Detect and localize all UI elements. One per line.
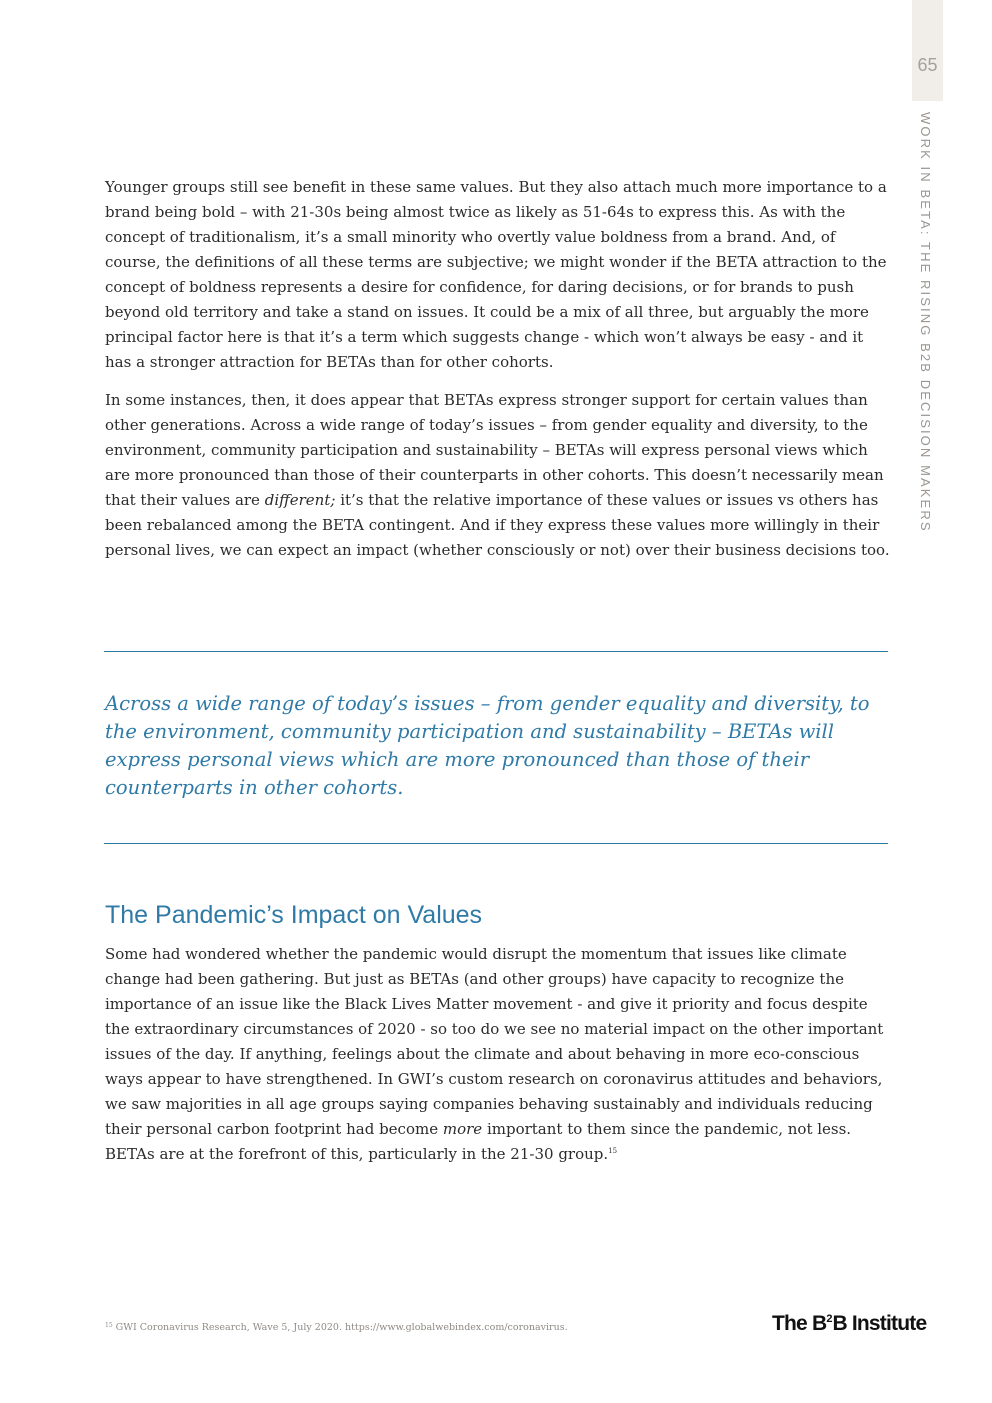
page-number-tab <box>912 0 943 101</box>
page-number: 65 <box>917 55 938 75</box>
pull-quote-bottom-rule <box>104 843 888 844</box>
pull-quote: Across a wide range of today’s issues – from gender equality and diversity, to the environment, community participation and sustainability – BETAs will express personal views which are more pronounced than those of their counterparts in other cohorts. <box>105 692 870 799</box>
section-heading: The Pandemic’s Impact on Values <box>105 901 483 929</box>
paragraph-boldness: Younger groups still see benefit in these same values. But they also attach much more importance to a brand being bold – with 21-30s being almost twice as likely as 51-64s to express this. As with the concept of traditionalism, it’s a small minority who overtly value boldness from a brand. And, of course, the definitions of all these terms are subjective; we might wonder if the BETA attraction to the concept of boldness represents a desire for confidence, for daring decisions, or for brands to push beyond old territory and take a stand on issues. It could be a mix of all three, but arguably the more principal factor here is that it’s a term which suggests change - which won’t always be easy - and it has a stronger attraction for BETAs than for other cohorts. <box>105 178 887 371</box>
pull-quote-top-rule <box>104 651 888 652</box>
paragraph-pandemic-text-2: important to them since the pandemic, not less. BETAs are at the forefront of this, particularly in the 21-30 group. <box>105 1120 852 1163</box>
b2b-institute-logo <box>772 1312 926 1336</box>
paragraph-pandemic-emphasis: more <box>442 1120 483 1138</box>
paragraph-values-text-2: it’s that the relative importance of these values or issues vs others has been rebalanced among the BETA contingent. And if they express these values more willingly in their personal lives, we can expect an impact (whether consciously or not) over their business decisions too. <box>105 491 890 559</box>
paragraph-values <box>105 388 890 563</box>
footnote-reference: 15 <box>608 1147 618 1155</box>
paragraph-pandemic-text-1: Some had wondered whether the pandemic would disrupt the momentum that issues like climate change had been gathering. But just as BETAs (and other groups) have capacity to recognize the importance of an issue like the Black Lives Matter movement - and give it priority and focus despite the extraordinary circumstances of 2020 - so too do we see no material impact on the other important issues of the day. If anything, feelings about the climate and about behaving in more eco-conscious ways appear to have strengthened. In GWI’s custom research on coronavirus attitudes and behaviors, we saw majorities in all age groups saying companies behaving sustainably and individuals reducing their personal carbon footprint had become <box>105 945 884 1138</box>
logo-text-1: The B <box>772 1312 827 1335</box>
paragraph-pandemic <box>105 942 890 1167</box>
logo-text-2: B Institute <box>832 1312 927 1335</box>
running-head: WORK IN BETA: THE RISING B2B DECISION MAKERS <box>918 112 933 533</box>
logo-superscript: 2 <box>826 1313 833 1325</box>
footnote-marker: 15 <box>105 1322 113 1329</box>
paragraph-values-emphasis: different; <box>264 491 336 509</box>
footnote-text: GWI Coronavirus Research, Wave 5, July 2020. https://www.globalwebindex.com/coronavirus. <box>112 1322 568 1333</box>
footnote <box>105 1322 568 1333</box>
paragraph-values-text-1: In some instances, then, it does appear that BETAs express stronger support for certain values than other generations. Across a wide range of today’s issues – from gender equality and diversity, to the environment, community participation and sustainability – BETAs will express personal views which are more pronounced than those of their counterparts in other cohorts. This doesn’t necessarily mean that their values are <box>105 391 884 509</box>
